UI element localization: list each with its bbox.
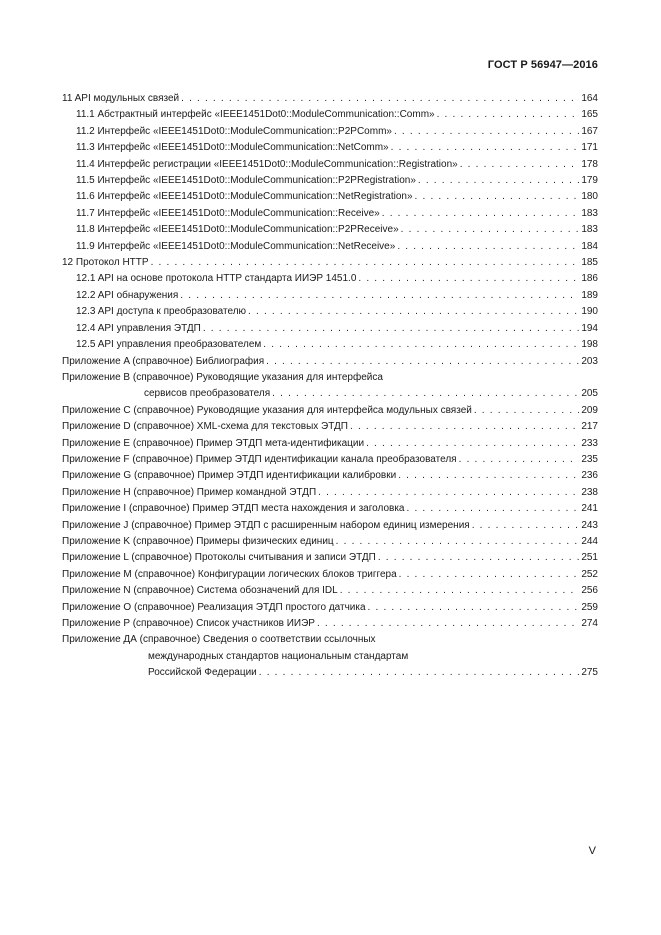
toc-entry-s12-2 (62, 288, 598, 304)
toc-page-number: 251 (581, 552, 598, 564)
toc-entry-title: Приложение F (справочное) Пример ЭТДП идентификации канала преобразователя (62, 453, 457, 465)
toc-entry-title: 11.5 Интерфейс «IEEE1451Dot0::ModuleCommunication::P2PRegistration» (76, 175, 416, 187)
toc-entry-appP (62, 616, 598, 632)
toc-entry-title: 12.1 API на основе протокола HTTP стандарта ИИЭР 1451.0 (76, 273, 357, 285)
toc-page-number: 209 (581, 404, 598, 416)
dot-leader (407, 501, 580, 517)
toc-page-number: 203 (581, 355, 598, 367)
toc-entry-title: Приложение N (справочное) Система обозначений для IDL (62, 585, 338, 597)
dot-leader (366, 436, 579, 452)
toc-line (62, 632, 598, 648)
toc-entry-s11-5 (62, 173, 598, 189)
toc-page-number: 185 (581, 257, 598, 269)
toc-page-number: 243 (581, 519, 598, 531)
dot-leader (398, 468, 579, 484)
toc-line (62, 107, 598, 123)
toc-page-number: 186 (581, 273, 598, 285)
toc-line (62, 567, 598, 583)
toc-line (62, 354, 598, 370)
toc-entry-s11-8 (62, 222, 598, 238)
dot-leader (248, 304, 579, 320)
toc-line (62, 140, 598, 156)
toc-entry-title: 12.2 API обнаружения (76, 289, 179, 301)
toc-entry-title: Приложение G (справочное) Пример ЭТДП идентификации калибровки (62, 470, 397, 482)
toc-entry-appG (62, 468, 598, 484)
toc-line (62, 518, 598, 534)
toc-page-number: 217 (581, 421, 598, 433)
toc-line (62, 468, 598, 484)
toc-line (62, 370, 598, 386)
dot-leader (472, 518, 580, 534)
toc-entry-s12 (62, 255, 598, 271)
toc-entry-appE (62, 436, 598, 452)
toc-page-number: 171 (581, 142, 598, 154)
toc-line (62, 665, 598, 681)
dot-leader (266, 354, 579, 370)
toc-entry-title: Приложение K (справочное) Примеры физических единиц (62, 535, 334, 547)
toc-page-number: 183 (581, 224, 598, 236)
toc-line (62, 157, 598, 173)
toc-page-number: 178 (581, 158, 598, 170)
toc-entry-title: Приложение P (справочное) Список участников ИИЭР (62, 618, 315, 629)
toc-line (62, 288, 598, 304)
dot-leader (460, 157, 580, 173)
toc-entry-appB (62, 370, 598, 403)
dot-leader (317, 616, 579, 632)
dot-leader (394, 124, 579, 140)
dot-leader (418, 173, 579, 189)
toc-page-number: 194 (581, 322, 598, 334)
toc-page-number: 259 (581, 601, 598, 613)
toc-entry-s11-6 (62, 189, 598, 205)
toc-page-number: 256 (581, 585, 598, 597)
toc-line (62, 452, 598, 468)
toc-line (62, 616, 598, 632)
toc-line (62, 239, 598, 255)
dot-leader (272, 386, 579, 402)
toc-page-number: 244 (581, 535, 598, 547)
toc-entry-title: 12.4 API управления ЭТДП (76, 322, 201, 334)
toc-line (62, 649, 598, 665)
toc-page-number: 165 (581, 109, 598, 121)
toc-entry-title: международных стандартов национальным стандартам (148, 650, 409, 662)
toc-line (62, 403, 598, 419)
toc-line (62, 206, 598, 222)
toc-entry-title: 11.3 Интерфейс «IEEE1451Dot0::ModuleCommunication::NetComm» (76, 142, 389, 154)
toc-entry-s12-4 (62, 321, 598, 337)
toc-entry-appC (62, 403, 598, 419)
toc-entry-title: сервисов преобразователя (144, 388, 271, 400)
toc-entry-title: Приложение A (справочное) Библиография (62, 355, 265, 367)
toc-page-number: 198 (581, 339, 598, 351)
toc-entry-appI (62, 501, 598, 517)
toc-line (62, 419, 598, 435)
dot-leader (401, 222, 580, 238)
toc-entry-title: 11.6 Интерфейс «IEEE1451Dot0::ModuleCommunication::NetRegistration» (76, 191, 413, 203)
dot-leader (259, 665, 580, 681)
toc-page-number: 164 (581, 93, 598, 104)
dot-leader (437, 107, 580, 123)
toc-entry-s11-3 (62, 140, 598, 156)
dot-leader (181, 91, 579, 107)
toc-page-number: 179 (581, 175, 598, 187)
dot-leader (378, 550, 579, 566)
toc-line (62, 255, 598, 271)
toc-entry-s11-1 (62, 107, 598, 123)
toc-entry-title: 12.3 API доступа к преобразователю (76, 306, 247, 318)
toc-line (62, 501, 598, 517)
toc-entry-title: Приложение D (справочное) XML-схема для текстовых ЭТДП (62, 421, 348, 433)
toc-line (62, 173, 598, 189)
toc-line (62, 91, 598, 107)
toc-entry-title: 11.4 Интерфейс регистрации «IEEE1451Dot0::ModuleCommunication::Registration» (76, 158, 458, 170)
toc-entry-title: Приложение O (справочное) Реализация ЭТДП простого датчика (62, 601, 366, 613)
dot-leader (474, 403, 579, 419)
toc-line (62, 485, 598, 501)
toc-entry-title: 12 Протокол HTTP (62, 257, 149, 269)
toc-entry-appD (62, 419, 598, 435)
toc-entry-title: Приложение M (справочное) Конфигурации логических блоков триггера (62, 568, 397, 580)
toc-page-number: 184 (581, 240, 598, 252)
toc-line (62, 386, 598, 402)
toc-entry-appL (62, 550, 598, 566)
toc-entry-s12-3 (62, 304, 598, 320)
toc-line (62, 189, 598, 205)
toc-page-number: 275 (581, 667, 598, 679)
toc-line (62, 321, 598, 337)
toc-entry-title: Приложение E (справочное) Пример ЭТДП мета-идентификации (62, 437, 365, 449)
toc-entry-s11-9 (62, 239, 598, 255)
toc-page-number: 252 (581, 568, 598, 580)
page-number: V (588, 845, 596, 857)
toc-entry-title: Приложение J (справочное) Пример ЭТДП с расширенным набором единиц измерения (62, 519, 470, 531)
toc-entry-appDA (62, 632, 598, 681)
dot-leader (415, 189, 580, 205)
toc-entry-title: 11.7 Интерфейс «IEEE1451Dot0::ModuleCommunication::Receive» (76, 207, 380, 219)
toc-page-number: 167 (581, 125, 598, 137)
toc-entry-appO (62, 600, 598, 616)
toc-line (62, 600, 598, 616)
toc-entry-title: Российской Федерации (148, 667, 257, 679)
dot-leader (340, 583, 580, 599)
toc-entry-title: Приложение I (справочное) Пример ЭТДП места нахождения и заголовка (62, 503, 405, 515)
toc-entry-appK (62, 534, 598, 550)
toc-entry-appF (62, 452, 598, 468)
toc-page-number: 274 (581, 618, 598, 629)
toc-entry-title: 11 API модульных связей (62, 93, 180, 104)
toc-line (62, 337, 598, 353)
dot-leader (382, 206, 580, 222)
document-header: ГОСТ Р 56947—2016 (487, 59, 598, 71)
dot-leader (263, 337, 579, 353)
toc-entry-s11 (62, 91, 598, 107)
dot-leader (397, 239, 579, 255)
toc-page-number: 183 (581, 207, 598, 219)
dot-leader (151, 255, 580, 271)
toc-line (62, 436, 598, 452)
toc-entry-s11-2 (62, 124, 598, 140)
dot-leader (459, 452, 580, 468)
toc-page-number: 180 (581, 191, 598, 203)
toc-entry-s11-7 (62, 206, 598, 222)
toc-entry-appH (62, 485, 598, 501)
toc-line (62, 534, 598, 550)
toc-page-number: 236 (581, 470, 598, 482)
toc-line (62, 304, 598, 320)
toc-entry-appM (62, 567, 598, 583)
toc-entry-title: Приложение H (справочное) Пример командной ЭТДП (62, 486, 317, 498)
toc-page-number: 241 (581, 503, 598, 515)
toc-entry-title: 11.1 Абстрактный интерфейс «IEEE1451Dot0::ModuleCommunication::Comm» (76, 109, 435, 121)
toc-line (62, 550, 598, 566)
toc-page-number: 190 (581, 306, 598, 318)
toc-line (62, 124, 598, 140)
dot-leader (399, 567, 580, 583)
dot-leader (203, 321, 579, 337)
toc-entry-s12-5 (62, 337, 598, 353)
toc-entry-title: Приложение C (справочное) Руководящие указания для интерфейса модульных связей (62, 404, 472, 416)
dot-leader (180, 288, 579, 304)
dot-leader (368, 600, 580, 616)
toc-line (62, 583, 598, 599)
toc-entry-title: 11.9 Интерфейс «IEEE1451Dot0::ModuleCommunication::NetReceive» (76, 240, 396, 252)
toc-entry-title: Приложение B (справочное) Руководящие указания для интерфейса (62, 371, 383, 383)
dot-leader (350, 419, 579, 435)
toc-page-number: 205 (581, 388, 598, 400)
toc-entry-appN (62, 583, 598, 599)
toc-entry-s12-1 (62, 271, 598, 287)
toc-page-number: 233 (581, 437, 598, 449)
dot-leader (318, 485, 579, 501)
toc-entry-appJ (62, 518, 598, 534)
dot-leader (358, 271, 579, 287)
toc-entry-title: 11.2 Интерфейс «IEEE1451Dot0::ModuleCommunication::P2PComm» (76, 125, 392, 137)
dot-leader (391, 140, 580, 156)
toc-entry-title: Приложение L (справочное) Протоколы считывания и записи ЭТДП (62, 552, 376, 564)
toc-page-number: 235 (581, 453, 598, 465)
toc-page-number: 189 (581, 289, 598, 301)
dot-leader (336, 534, 580, 550)
toc-page-number: 238 (581, 486, 598, 498)
toc-entry-title: 12.5 API управления преобразователем (76, 339, 262, 351)
toc-entry-s11-4 (62, 157, 598, 173)
toc-line (62, 271, 598, 287)
table-of-contents (62, 91, 598, 682)
toc-entry-title: Приложение ДА (справочное) Сведения о соответствии ссылочных (62, 634, 376, 646)
toc-entry-appA (62, 354, 598, 370)
toc-line (62, 222, 598, 238)
toc-entry-title: 11.8 Интерфейс «IEEE1451Dot0::ModuleCommunication::P2PReceive» (76, 224, 399, 236)
